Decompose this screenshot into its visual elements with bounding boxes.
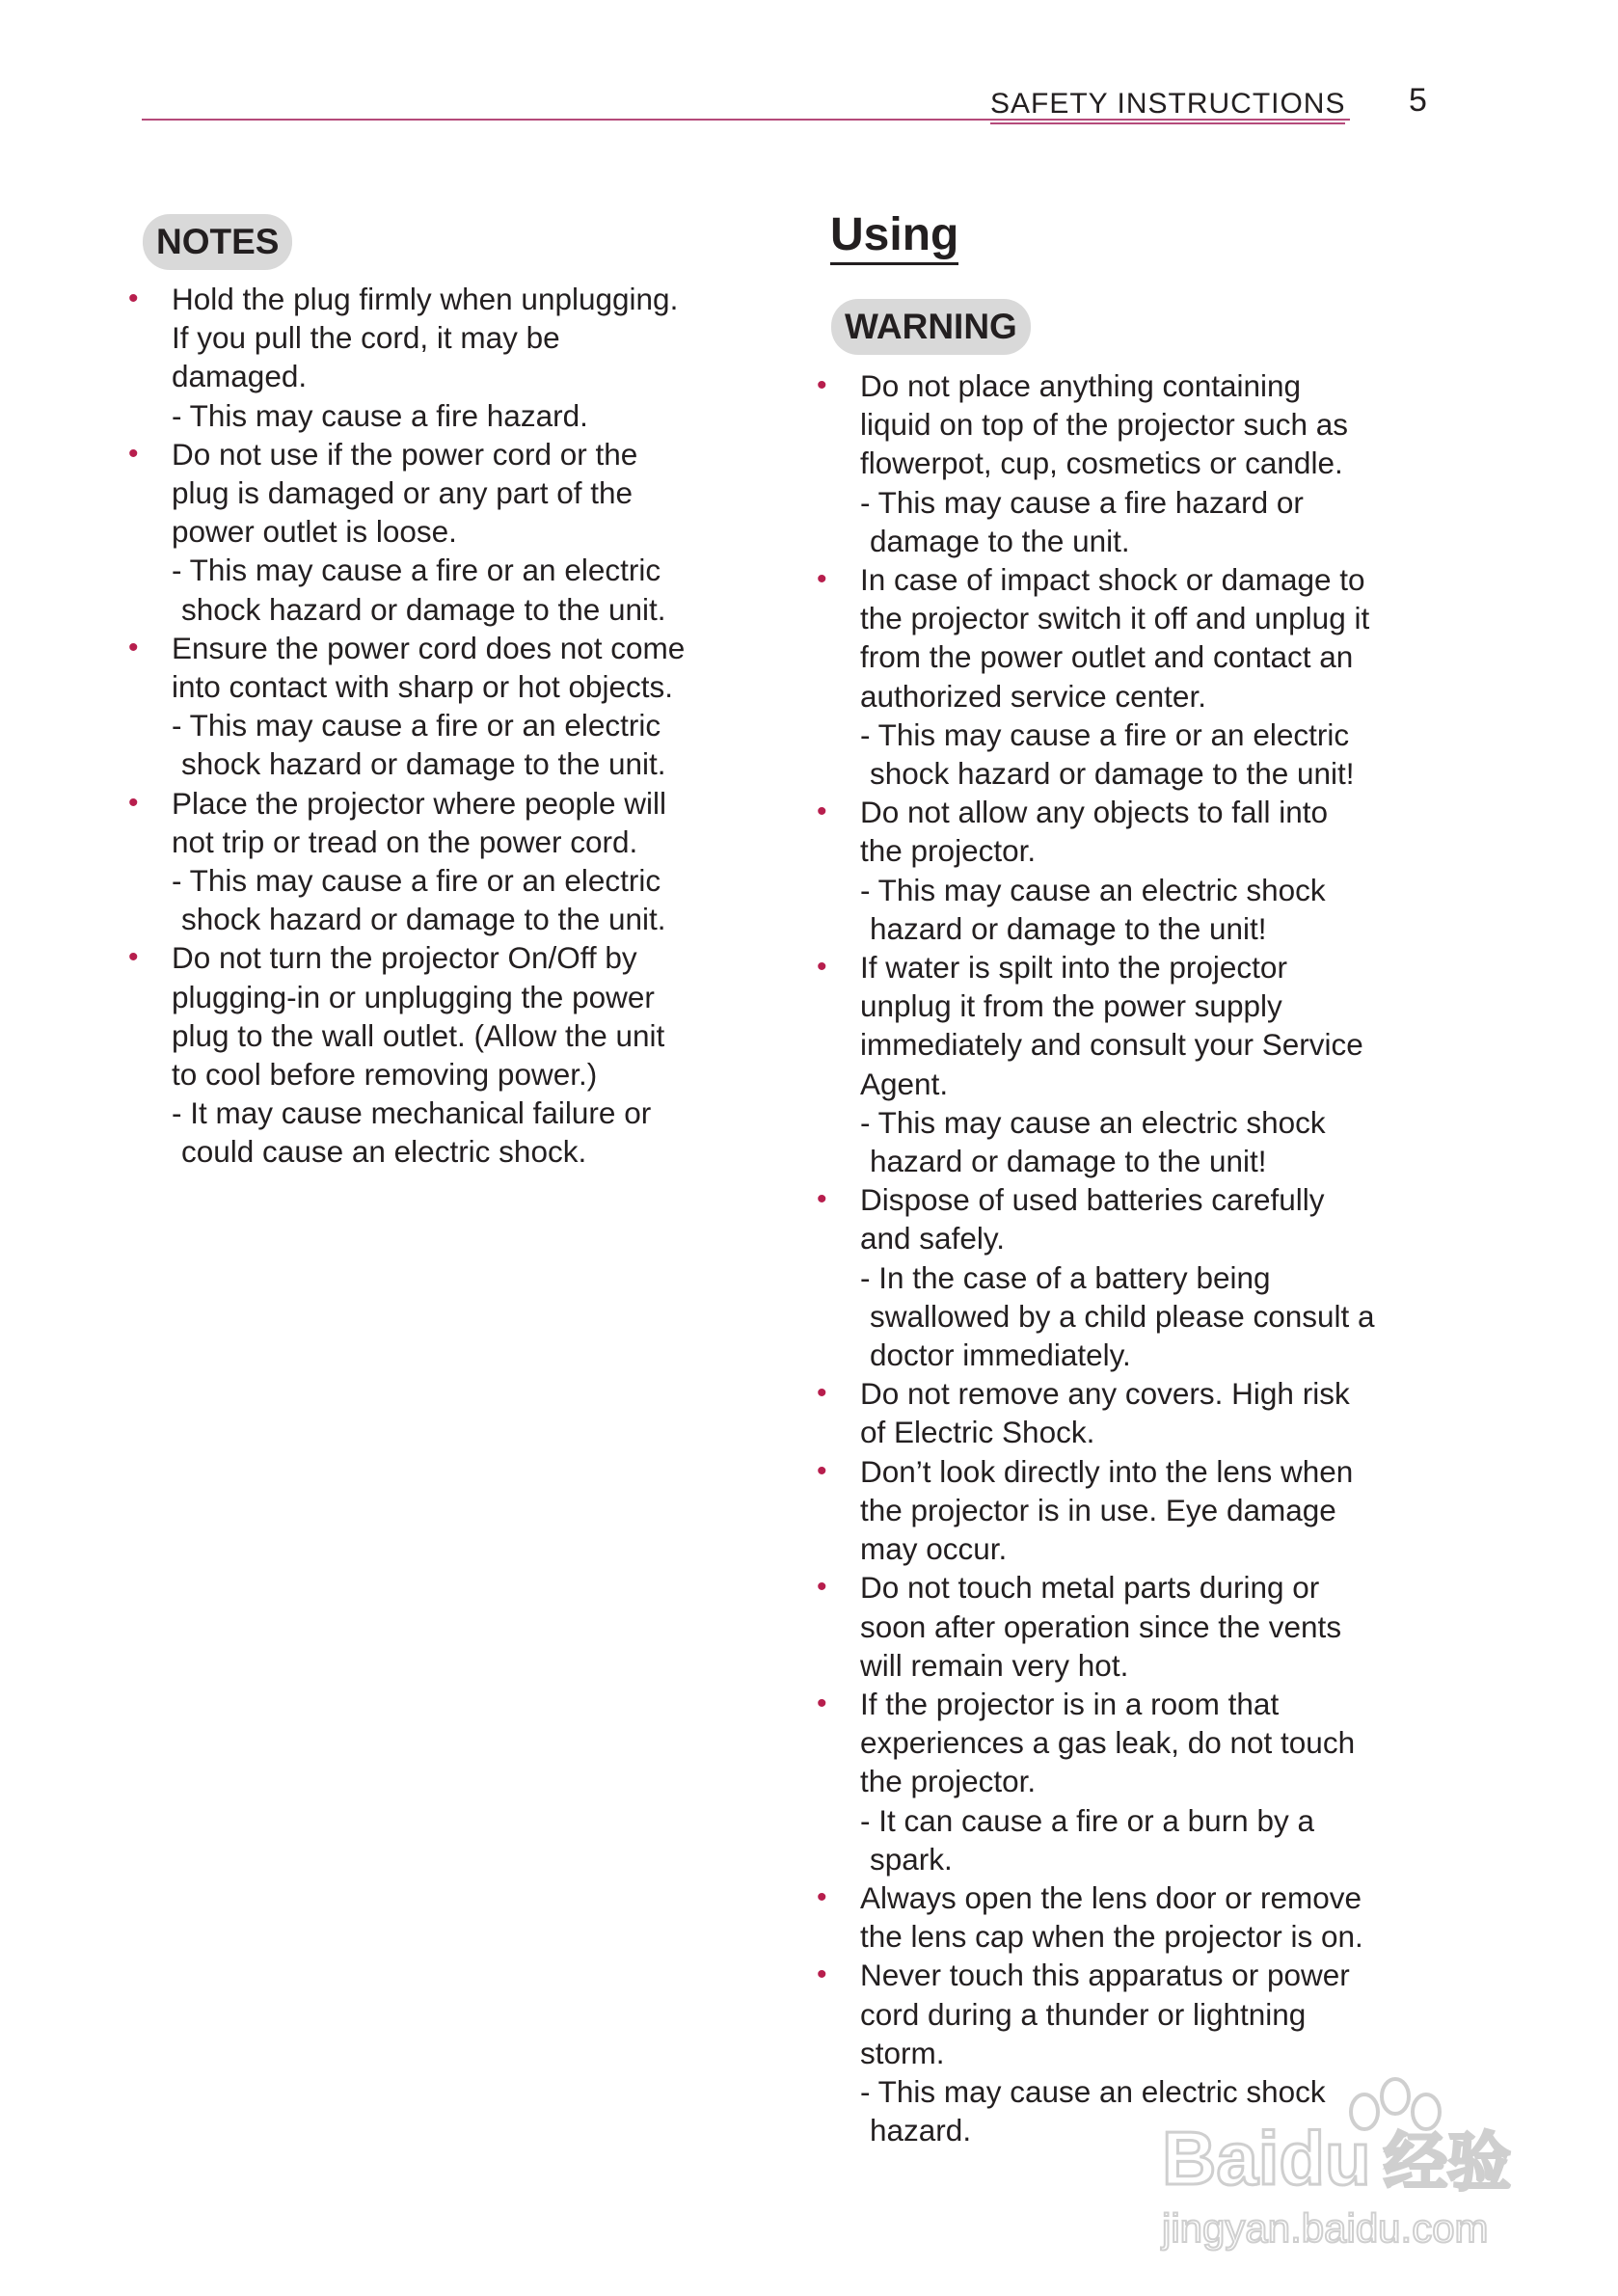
baidu-watermark [1143, 2073, 1538, 2256]
list-item [817, 366, 1405, 560]
bullet-icon: • [128, 786, 139, 819]
bullet-icon: • [817, 1687, 827, 1719]
item-consequence-line: - This may cause a fire hazard. [172, 397, 588, 433]
item-consequence-line: spark. [870, 1841, 953, 1877]
item-consequence-line: doctor immediately. [870, 1337, 1131, 1373]
list-item [817, 1374, 1405, 1451]
item-text-line: the lens cap when the projector is on. [860, 1919, 1363, 1955]
item-text-line: Agent. [860, 1066, 949, 1101]
item-text-line: Do not allow any objects to fall into [860, 795, 1329, 830]
watermark-brand: Baidu [1162, 2116, 1371, 2201]
item-consequence-line: - This may cause a fire or an electric [172, 863, 661, 899]
item-text-line: of Electric Shock. [860, 1415, 1095, 1450]
item-text-line: the projector. [860, 833, 1037, 869]
item-text-line: the projector. [860, 1764, 1037, 1799]
bullet-icon: • [817, 369, 827, 401]
item-text-line: If the projector is in a room that [860, 1686, 1280, 1721]
page-number: 5 [1409, 82, 1427, 119]
item-text-line: may occur. [860, 1531, 1008, 1567]
item-text-line: liquid on top of the projector such as [860, 407, 1349, 443]
item-consequence-line: - This may cause a fire hazard or [860, 484, 1304, 520]
item-text-line: If water is spilt into the projector [860, 950, 1287, 986]
item-consequence-line: - This may cause an electric shock [860, 2073, 1326, 2109]
item-consequence-line: - This may cause a fire or an electric [172, 553, 661, 588]
item-text-line: from the power outlet and contact an [860, 639, 1354, 675]
bullet-icon: • [817, 796, 827, 828]
item-text-line: damaged. [172, 359, 308, 394]
item-text-line: Do not use if the power cord or the [172, 436, 638, 472]
bullet-icon: • [128, 437, 139, 470]
item-consequence-line: - This may cause a fire or an electric [172, 708, 661, 743]
item-text-line: plug is damaged or any part of the [172, 475, 634, 511]
item-text-line: storm. [860, 2035, 945, 2070]
item-text-line: not trip or tread on the power cord. [172, 824, 638, 859]
item-text-line: Do not touch metal parts during or [860, 1570, 1320, 1606]
item-text-line: will remain very hot. [860, 1647, 1129, 1683]
bullet-icon: • [817, 1183, 827, 1216]
watermark-url: jingyan.baidu.com [1162, 2205, 1489, 2251]
item-consequence-line: hazard or damage to the unit! [870, 1144, 1267, 1179]
item-text-line: soon after operation since the vents [860, 1608, 1342, 1644]
notes-label: NOTES [143, 214, 292, 270]
item-consequence-line: could cause an electric shock. [181, 1134, 587, 1170]
list-item [128, 435, 745, 629]
bullet-icon: • [817, 1880, 827, 1913]
list-item [128, 280, 745, 435]
item-consequence-line: swallowed by a child please consult a [870, 1298, 1375, 1334]
item-consequence-line: - It can cause a fire or a burn by a [860, 1802, 1314, 1838]
item-text-line: cord during a thunder or lightning [860, 1996, 1307, 2032]
bullet-icon: • [817, 1571, 827, 1604]
item-text-line: the projector is in use. Eye damage [860, 1492, 1336, 1527]
notes-list [128, 280, 745, 1172]
warning-label: WARNING [831, 299, 1031, 355]
paw-toe-2 [1382, 2079, 1409, 2114]
list-item [128, 784, 745, 939]
item-text-line: If you pull the cord, it may be [172, 320, 560, 356]
item-consequence-line: - This may cause an electric shock [860, 872, 1326, 907]
item-text-line: flowerpot, cup, cosmetics or candle. [860, 446, 1343, 481]
item-text-line: into contact with sharp or hot objects. [172, 669, 674, 705]
warning-list [817, 366, 1405, 2149]
list-item [817, 1685, 1405, 1878]
item-text-line: plugging-in or unplugging the power [172, 979, 655, 1014]
item-text-line: the projector switch it off and unplug it [860, 601, 1370, 636]
item-text-line: and safely. [860, 1221, 1006, 1256]
section-heading-using: Using [830, 208, 958, 265]
item-text-line: Do not remove any covers. High risk [860, 1376, 1350, 1412]
paw-toe-3 [1413, 2094, 1440, 2129]
item-text-line: to cool before removing power.) [172, 1057, 598, 1093]
item-text-line: Ensure the power cord does not come [172, 630, 686, 665]
bullet-icon: • [128, 941, 139, 974]
bullet-icon: • [128, 283, 139, 314]
bullet-icon: • [817, 1377, 827, 1410]
list-item [817, 948, 1405, 1180]
list-item [817, 793, 1405, 948]
list-item [817, 560, 1405, 793]
list-item [817, 1180, 1405, 1374]
list-item [817, 1568, 1405, 1685]
item-text-line: Don’t look directly into the lens when [860, 1453, 1354, 1489]
item-consequence-line: damage to the unit. [870, 523, 1130, 558]
item-consequence-line: shock hazard or damage to the unit. [181, 902, 666, 937]
item-text-line: unplug it from the power supply [860, 988, 1282, 1024]
bullet-icon: • [817, 951, 827, 984]
page-header-title: SAFETY INSTRUCTIONS [990, 88, 1345, 124]
list-item [817, 1452, 1405, 1569]
item-consequence-line: hazard. [870, 2113, 972, 2148]
item-consequence-line: - In the case of a battery being [860, 1259, 1271, 1295]
bullet-icon: • [128, 631, 139, 663]
item-text-line: Never touch this apparatus or power [860, 1958, 1350, 1993]
item-text-line: Place the projector where people will [172, 785, 667, 821]
item-consequence-line: shock hazard or damage to the unit! [870, 756, 1355, 792]
item-text-line: experiences a gas leak, do not touch [860, 1725, 1356, 1761]
item-text-line: immediately and consult your Service [860, 1027, 1363, 1063]
item-consequence-line: shock hazard or damage to the unit. [181, 746, 666, 782]
item-text-line: In case of impact shock or damage to [860, 562, 1365, 598]
bullet-icon: • [817, 1454, 827, 1487]
item-consequence-line: shock hazard or damage to the unit. [181, 591, 666, 627]
bullet-icon: • [817, 1958, 827, 1991]
item-text-line: authorized service center. [860, 678, 1206, 714]
item-text-line: Hold the plug firmly when unplugging. [172, 282, 679, 316]
item-text-line: plug to the wall outlet. (Allow the unit [172, 1017, 665, 1053]
item-consequence-line: hazard or damage to the unit! [870, 910, 1267, 946]
watermark-product: 经验 [1384, 2125, 1511, 2200]
item-text-line: Dispose of used batteries carefully [860, 1182, 1325, 1218]
list-item [817, 1878, 1405, 1956]
item-text-line: Do not turn the projector On/Off by [172, 940, 637, 976]
item-consequence-line: - This may cause a fire or an electric [860, 716, 1350, 752]
list-item [128, 938, 745, 1171]
list-item [128, 629, 745, 784]
item-text-line: power outlet is loose. [172, 514, 457, 550]
item-text-line: Do not place anything containing [860, 368, 1302, 403]
item-text-line: Always open the lens door or remove [860, 1879, 1362, 1915]
item-consequence-line: - It may cause mechanical failure or [172, 1095, 652, 1131]
item-consequence-line: - This may cause an electric shock [860, 1104, 1326, 1140]
bullet-icon: • [817, 563, 827, 596]
